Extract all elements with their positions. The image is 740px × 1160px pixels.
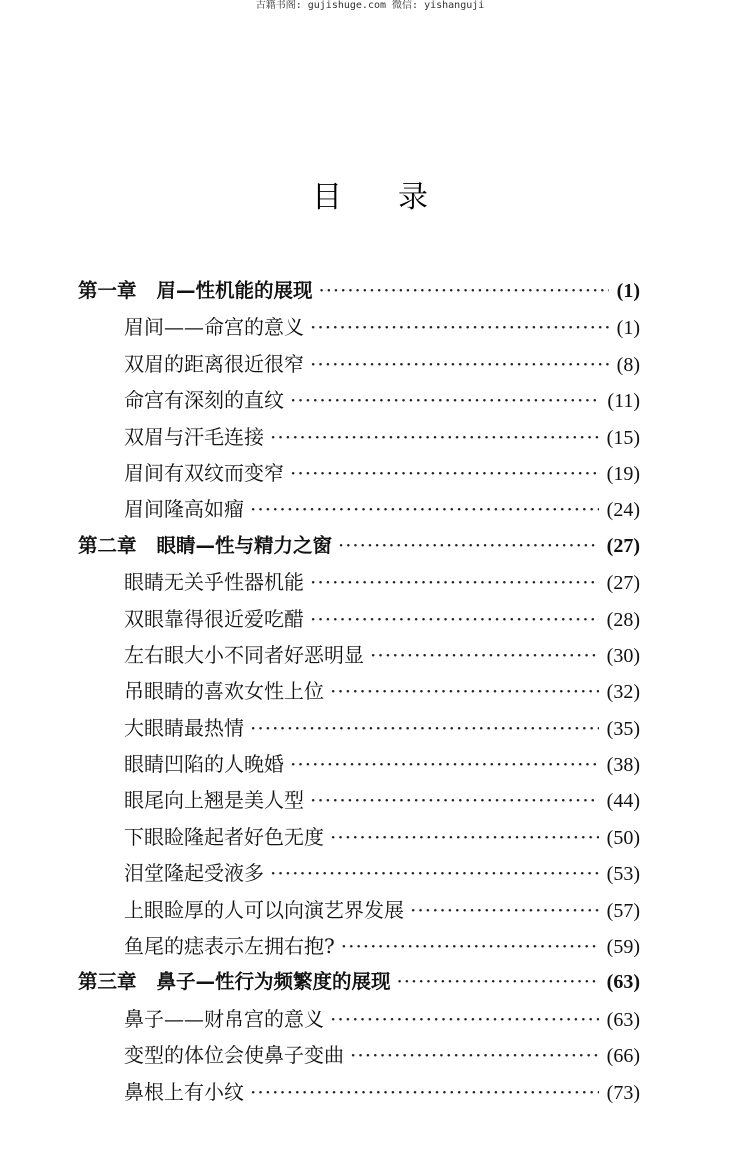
page-number: (32) (606, 681, 640, 704)
toc-section-row (78, 673, 640, 709)
section-title: 眼睛凹陷的人晚婚 (124, 752, 284, 777)
page-number: (66) (606, 1045, 640, 1068)
dot-leader (270, 419, 599, 455)
toc-chapter-row (78, 964, 640, 1000)
chapter-number: 第一章 (78, 279, 137, 302)
dot-leader (341, 928, 599, 964)
toc-section-row (78, 491, 640, 527)
chapter-heading (78, 528, 332, 564)
section-title: 眉间——命宫的意义 (124, 315, 304, 340)
chapter-title: 鼻子—性行为频繁度的展现 (156, 970, 391, 994)
toc-section-row (78, 601, 640, 637)
page-number: (50) (606, 826, 640, 849)
page-title: 目录 (312, 180, 484, 215)
page-number: (63) (606, 1008, 640, 1031)
watermark: 古籍书阁: gujishuge.com 微信: yishanguji (255, 0, 485, 11)
dot-leader (410, 892, 599, 928)
section-title: 双眼靠得很近爱吃醋 (124, 606, 304, 631)
section-title: 双眉与汗毛连接 (124, 424, 264, 449)
dot-leader (397, 964, 599, 1000)
page-number: (59) (606, 936, 640, 959)
chapter-title: 眉—性机能的展现 (156, 279, 313, 302)
dot-leader (338, 528, 599, 564)
toc-section-row (78, 309, 640, 345)
toc-chapter-row (78, 528, 640, 564)
dot-leader (330, 819, 599, 855)
section-title: 鼻子——财帛宫的意义 (124, 1006, 324, 1031)
dot-leader (310, 782, 599, 818)
section-title: 吊眼睛的喜欢女性上位 (124, 679, 324, 704)
dot-leader (250, 1074, 599, 1110)
page-number: (11) (607, 390, 640, 413)
section-title: 泪堂隆起受液多 (124, 861, 264, 886)
dot-leader (290, 382, 599, 418)
section-title: 双眉的距离很近很窄 (124, 351, 304, 376)
page-number: (73) (606, 1081, 640, 1104)
dot-leader (290, 746, 599, 782)
toc-section-row (78, 637, 640, 673)
section-title: 上眼睑厚的人可以向演艺界发展 (124, 897, 404, 922)
section-title: 下眼睑隆起者好色无度 (124, 824, 324, 849)
page-number: (1) (616, 317, 640, 340)
dot-leader (350, 1037, 599, 1073)
chapter-heading (78, 964, 391, 1000)
dot-leader (330, 1001, 599, 1037)
toc-section-row (78, 455, 640, 491)
toc-section-row (78, 710, 640, 746)
page-number: (63) (606, 971, 640, 994)
chapter-heading (78, 273, 313, 309)
page-number: (30) (606, 644, 640, 667)
section-title: 眉间隆高如瘤 (124, 497, 244, 522)
page-number: (35) (606, 717, 640, 740)
page-number: (27) (606, 534, 640, 557)
section-title: 命宫有深刻的直纹 (124, 388, 284, 413)
dot-leader (270, 855, 599, 891)
dot-leader (310, 564, 599, 600)
toc-section-row (78, 382, 640, 418)
page-number: (19) (606, 462, 640, 485)
dot-leader (310, 309, 609, 345)
chapter-title: 眼睛—性与精力之窗 (156, 533, 333, 557)
toc-section-row (78, 928, 640, 964)
page-number: (44) (606, 790, 640, 813)
page-number: (57) (606, 899, 640, 922)
toc-section-row (78, 1037, 640, 1073)
section-title: 眼睛无关乎性器机能 (124, 570, 304, 595)
page-number: (15) (606, 426, 640, 449)
toc-section-row (78, 782, 640, 818)
dot-leader (319, 273, 609, 309)
dot-leader (290, 455, 599, 491)
page-number: (24) (606, 499, 640, 522)
page-number: (28) (606, 608, 640, 631)
toc-section-row (78, 1001, 640, 1037)
page-number: (53) (606, 863, 640, 886)
section-title: 左右眼大小不同者好恶明显 (124, 642, 364, 667)
chapter-number: 第二章 (78, 533, 137, 557)
page-number: (38) (606, 754, 640, 777)
toc-section-row (78, 819, 640, 855)
dot-leader (370, 637, 599, 673)
toc-section-row (78, 564, 640, 600)
dot-leader (250, 710, 599, 746)
toc-chapter-row (78, 273, 640, 309)
section-title: 鼻根上有小纹 (124, 1079, 244, 1104)
page-number: (8) (616, 353, 640, 376)
section-title: 大眼睛最热情 (124, 715, 244, 740)
section-title: 眼尾向上翘是美人型 (124, 788, 304, 813)
section-title: 变型的体位会使鼻子变曲 (124, 1043, 344, 1068)
dot-leader (310, 346, 609, 382)
toc-section-row (78, 855, 640, 891)
section-title: 鱼尾的痣表示左拥右抱? (124, 934, 335, 959)
table-of-contents (78, 273, 640, 1110)
dot-leader (310, 601, 599, 637)
chapter-number: 第三章 (78, 970, 137, 994)
section-title: 眉间有双纹而变窄 (124, 460, 284, 485)
toc-section-row (78, 746, 640, 782)
dot-leader (330, 673, 599, 709)
page-number: (1) (616, 280, 640, 302)
toc-section-row (78, 346, 640, 382)
toc-section-row (78, 892, 640, 928)
dot-leader (250, 491, 599, 527)
toc-section-row (78, 419, 640, 455)
page-number: (27) (606, 572, 640, 595)
toc-section-row (78, 1074, 640, 1110)
